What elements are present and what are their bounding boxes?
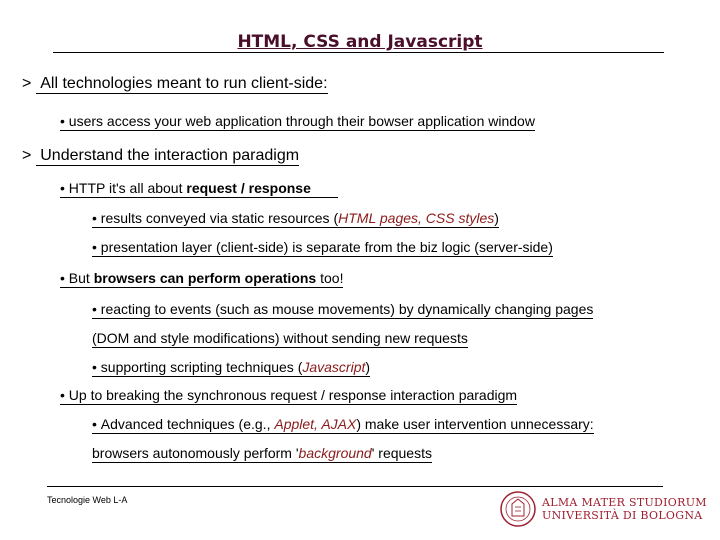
- footer-text: Tecnologie Web L-A: [47, 495, 128, 505]
- bullet-2b1-text: [92, 301, 593, 319]
- slide-title: HTML, CSS and Javascript: [237, 32, 483, 52]
- bullet-2a1-highlight: HTML pages, CSS styles: [338, 210, 495, 226]
- bullet-2a2-label: presentation layer (client-side) is separate from the biz logic (server-side): [100, 239, 553, 255]
- university-name-line1: ALMA MATER STUDIORUM: [542, 496, 707, 509]
- bullet-2c1-line2-pre: browsers autonomously perform ': [92, 445, 299, 461]
- marker: >: [22, 75, 32, 92]
- bullet-1a: [60, 113, 535, 129]
- bullet-2b2-label: supporting scripting techniques (: [100, 359, 303, 375]
- bullet-2b2-close: ): [365, 359, 371, 375]
- bullet-2c-label: Up to breaking the synchronous request / response interaction paradigm: [68, 387, 518, 403]
- dot: •: [92, 210, 97, 226]
- bullet-2a1-text: [92, 210, 499, 228]
- dot: •: [92, 239, 97, 255]
- bullet-2b1: [92, 301, 593, 317]
- dot: •: [92, 416, 97, 432]
- footer-divider: [47, 486, 663, 487]
- bullet-2b2-text: [92, 359, 370, 377]
- bullet-2a1: [92, 210, 499, 226]
- bullet-2c1-label: Advanced techniques (e.g.,: [100, 416, 275, 432]
- bullet-2b1-line2: (DOM and style modifications) without sending new requests: [92, 330, 468, 346]
- bullet-2a-bold: request / response: [186, 180, 311, 196]
- bullet-1-text: [36, 75, 328, 94]
- bullet-1-label: All technologies meant to run client-side:: [40, 75, 328, 92]
- bullet-2c1-line2-post: ' requests: [371, 445, 432, 461]
- bullet-2c1-post: ) make user intervention unnecessary:: [356, 416, 594, 432]
- bullet-1a-text: [60, 113, 535, 131]
- bullet-2b2-highlight: Javascript: [302, 359, 366, 375]
- dot: •: [60, 113, 65, 129]
- dot: •: [60, 180, 65, 196]
- bullet-2b-post: too!: [316, 270, 344, 286]
- bullet-2b1-line1: reacting to events (such as mouse movements) by dynamically changing pages: [100, 301, 594, 317]
- bullet-2c-text: [60, 387, 517, 405]
- dot: •: [60, 270, 65, 286]
- bullet-2c1-line2: [92, 445, 432, 463]
- bullet-2b-text: [60, 270, 343, 288]
- dot: •: [92, 301, 97, 317]
- bullet-1a-label: users access your web application through their bowser application window: [68, 113, 535, 129]
- bullet-2c1-cont: [92, 445, 432, 461]
- bullet-2a2-text: [92, 239, 553, 257]
- bullet-2b2: [92, 359, 370, 375]
- bullet-2b-bold: browsers can perform operations: [93, 270, 317, 286]
- marker: >: [22, 147, 32, 164]
- bullet-2c1: [92, 416, 594, 432]
- bullet-2c: [60, 387, 517, 403]
- bullet-2-label: Understand the interaction paradigm: [40, 147, 300, 164]
- bullet-1: [22, 75, 328, 93]
- dot: •: [60, 387, 65, 403]
- bullet-2c1-highlight: Applet, AJAX: [274, 416, 357, 432]
- bullet-2a-label: HTTP it's all about: [68, 180, 187, 196]
- bullet-2a1-close: ): [494, 210, 499, 226]
- bullet-2b1-cont: [92, 330, 468, 346]
- bullet-2-text: [36, 147, 299, 166]
- bullet-2a1-label: results conveyed via static resources (: [100, 210, 339, 226]
- bullet-2a: [60, 180, 338, 196]
- bullet-2a2: [92, 239, 553, 255]
- bullet-2: [22, 147, 299, 165]
- bullet-2c1-line2-highlight: background: [298, 445, 372, 461]
- dot: •: [92, 359, 97, 375]
- university-name: [542, 496, 707, 522]
- bullet-2b: [60, 270, 343, 286]
- title-underline: [53, 52, 664, 53]
- bullet-2b-label: But: [68, 270, 94, 286]
- bullet-2c1-text: [92, 416, 594, 434]
- university-name-line2: UNIVERSITÀ DI BOLOGNA: [542, 509, 703, 522]
- bullet-2a-text: [60, 180, 338, 198]
